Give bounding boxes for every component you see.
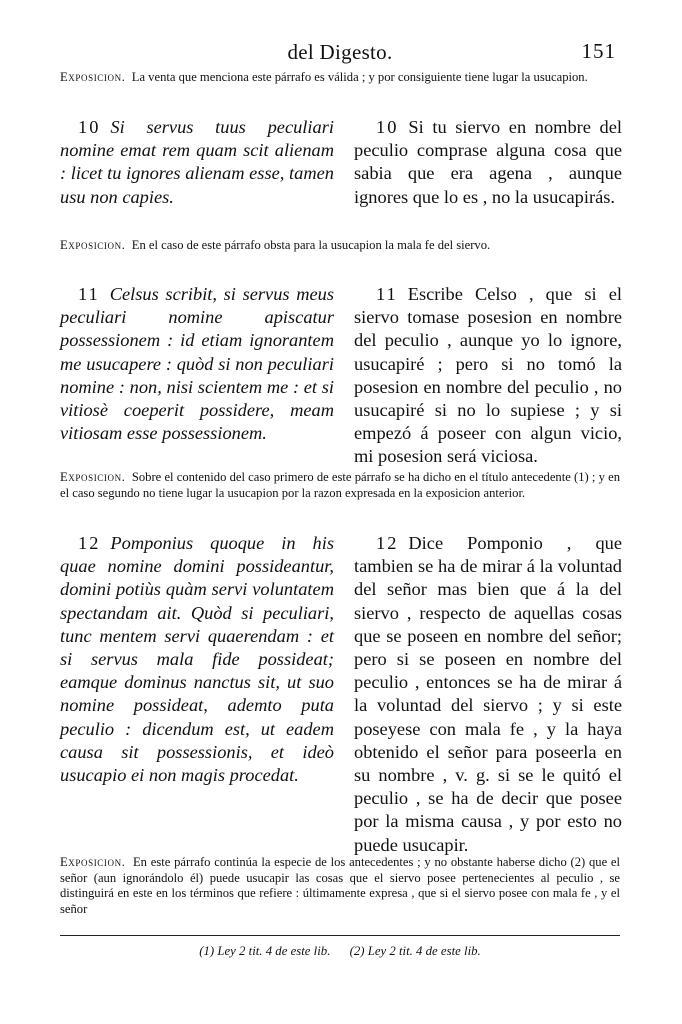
- latin-paragraph-12: [60, 532, 334, 787]
- exposicion-label: Exposicion.: [60, 855, 126, 869]
- paragraph-number: 11: [78, 284, 100, 304]
- running-title: del Digesto.: [287, 40, 393, 64]
- exposicion-text: Sobre el contenido del caso primero de este párrafo se ha dicho en el título antecedente (1) ; y en el caso segundo no tiene lugar la usucapion por la razon expresada en la exposicion anterior.: [60, 470, 620, 500]
- exposicion-2: [60, 238, 620, 254]
- exposicion-label: Exposicion.: [60, 238, 126, 252]
- footnote-2: (2) Ley 2 tit. 4 de este lib.: [349, 944, 481, 958]
- spanish-text: Si tu siervo en nombre del peculio comprase alguna cosa que sabia que era agena , aunque ignores que lo es , no la usucapirás.: [354, 117, 622, 207]
- spanish-paragraph-12: [354, 532, 622, 857]
- latin-text: Si servus tuus peculiari nomine emat rem quam scit alienam : licet tu ignores alienam esse, tamen usu non capies.: [60, 117, 334, 207]
- spanish-paragraph-10: [354, 116, 622, 209]
- exposicion-4: [60, 855, 620, 917]
- exposicion-label: Exposicion.: [60, 70, 126, 84]
- spanish-text: Escribe Celso , que si el siervo tomase posesion en nombre del peculio , aunque yo lo ignore, usucapiré ; pero si no tomó la posesion en nombre del peculio , no usucapiré si no lo supiese ; y si empezó á poseer con algun vicio, mi posesion será viciosa.: [354, 284, 622, 467]
- exposicion-label: Exposicion.: [60, 470, 126, 484]
- exposicion-text: La venta que menciona este párrafo es válida ; y por consiguiente tiene lugar la usucapion.: [131, 70, 588, 84]
- page-number: 151: [581, 39, 616, 63]
- spanish-text: Dice Pomponio , que tambien se ha de mirar á la voluntad del señor mas bien que á la del siervo , respecto de aquellas cosas que se poseen en nombre del señor; pero si se poseen en nombre del peculio , entonces se ha de mirar á la voluntad del siervo ; y si este poseyese con mala fe , y la haya obtenido el señor para poseerla en su nombre , v. g. si se le quitó el peculio , se ha de decir que posee por la misma causa , y por esto no puede usucapir.: [354, 533, 622, 855]
- paragraph-number: 10: [376, 117, 399, 137]
- spanish-paragraph-11: [354, 283, 622, 469]
- paragraph-number: 11: [376, 284, 398, 304]
- latin-text: Celsus scribit, si servus meus peculiari nomine apiscatur possessionem : id etiam ignorantem me usucapere : quòd si non peculiari nomine : non, nisi scientem me : et si vitiosè coeperit possidere, meam vitiosam esse possessionem.: [60, 284, 334, 444]
- latin-text: Pomponius quoque in his quae nomine domini possideantur, domini potiùs quàm servi voluntatem spectandam ait. Quòd si peculiari, tunc mentem servi quaerendam : et si servus mala fide possideat; eamque dominus nanctus sit, ut suo nomine possideat, ademto puta peculio : dicendum est, ut eadem causa sit possessionis, et ideò usucapio ei non magis procedat.: [60, 533, 334, 786]
- exposicion-1: [60, 70, 620, 86]
- paragraph-number: 10: [78, 117, 101, 137]
- latin-paragraph-10: [60, 116, 334, 209]
- exposicion-text: En este párrafo continúa la especie de los antecedentes ; y no obstante haberse dicho (2) que el señor (aun ignorándolo él) puede usucapir las cosas que el siervo posee pertenecientes al peculio , se distinguirá en este en los términos que refiere : últimamente expresa , que si el siervo posee con mala fe , y el señor: [60, 855, 621, 916]
- exposicion-text: En el caso de este párrafo obsta para la usucapion la mala fe del siervo.: [131, 238, 491, 252]
- paragraph-number: 12: [376, 533, 399, 553]
- footnote-1: (1) Ley 2 tit. 4 de este lib.: [199, 944, 331, 958]
- paragraph-number: 12: [78, 533, 101, 553]
- exposicion-3: [60, 470, 620, 501]
- footnotes: [60, 944, 620, 959]
- footnote-divider: [60, 935, 620, 936]
- running-header: [60, 40, 620, 66]
- latin-paragraph-11: [60, 283, 334, 445]
